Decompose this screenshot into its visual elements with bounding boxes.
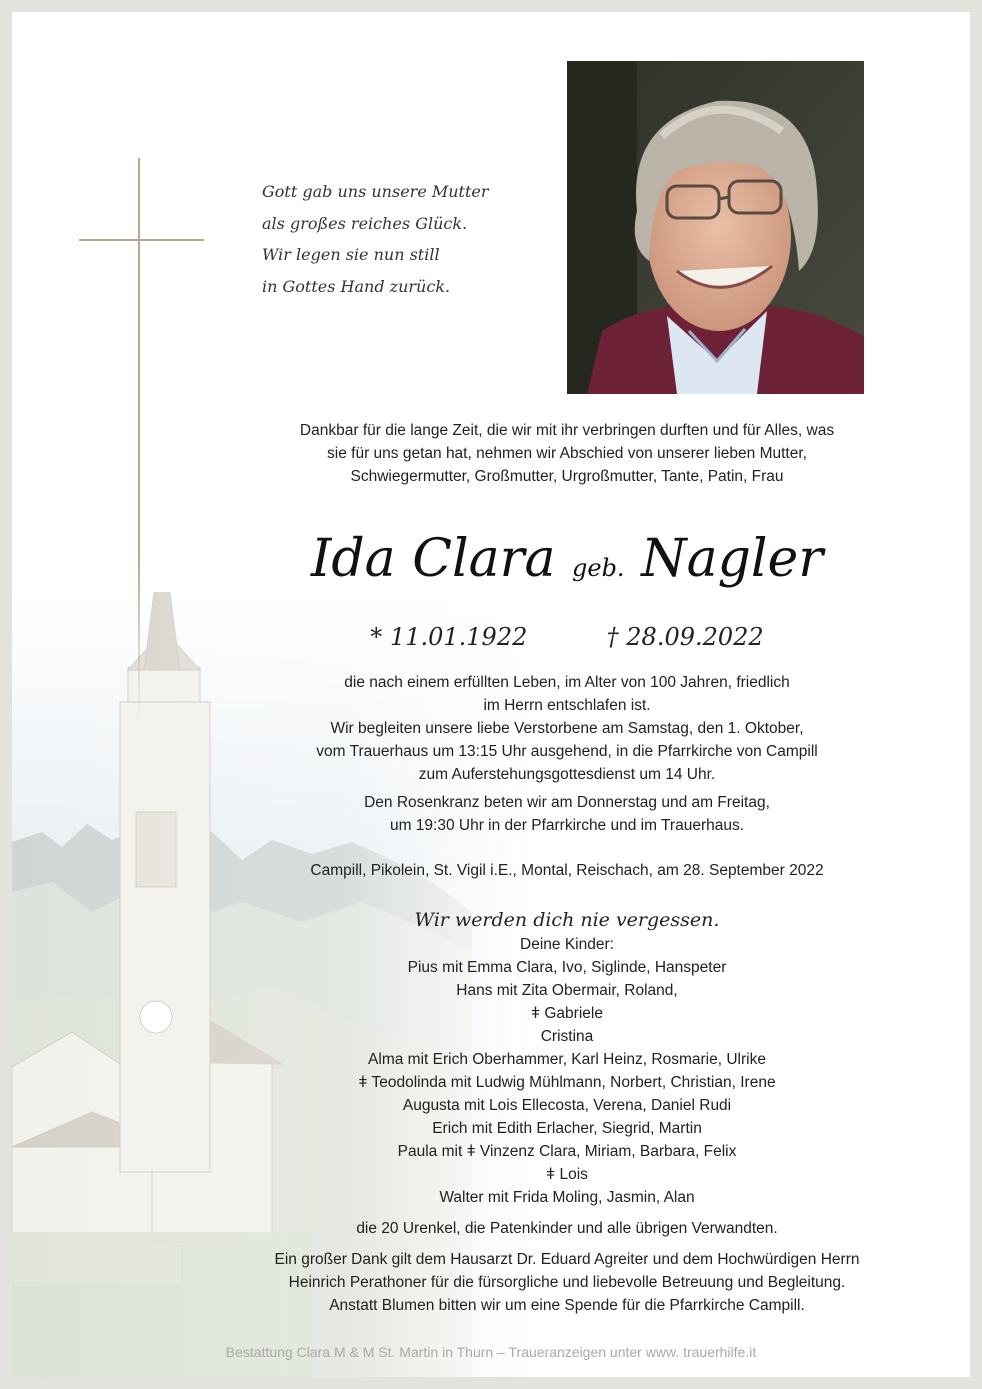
list-item: Paula mit ǂ Vinzenz Clara, Miriam, Barbara, Felix <box>397 1143 737 1160</box>
intro-line: Dankbar für die lange Zeit, die wir mit ihr verbringen durften und für Alles, was <box>299 422 835 439</box>
text-line: Ein großer Dank gilt dem Hausarzt Dr. Eduard Agreiter und dem Hochwürdigen Herrn <box>274 1251 860 1268</box>
text-line: vom Trauerhaus um 13:15 Uhr ausgehend, in die Pfarrkirche von Campill <box>316 743 818 760</box>
verse-line: Gott gab uns unsere Mutter <box>262 182 489 201</box>
obituary-page <box>12 12 970 1377</box>
intro-line: Schwiegermutter, Großmutter, Urgroßmutter, Tante, Patin, Frau <box>350 468 784 485</box>
text-line: zum Auferstehungsgottesdienst um 14 Uhr. <box>418 766 716 783</box>
family-list <box>237 933 897 1209</box>
life-dates <box>237 620 897 654</box>
list-item: Alma mit Erich Oberhammer, Karl Heinz, Rosmarie, Ulrike <box>368 1051 766 1068</box>
family-name: Nagler <box>641 529 824 589</box>
cross-vertical-line <box>138 158 140 724</box>
place-date <box>237 859 897 882</box>
text-line: Wir begleiten unsere liebe Verstorbene am Samstag, den 1. Oktober, <box>330 720 804 737</box>
text-line: die nach einem erfüllten Leben, im Alter von 100 Jahren, friedlich <box>344 674 790 691</box>
birth-symbol: * <box>370 623 383 651</box>
remember-line: Wir werden dich nie vergessen. <box>414 909 720 931</box>
cross-horizontal-line <box>79 239 204 241</box>
verse-line: als großes reiches Glück. <box>262 213 468 233</box>
list-item: Erich mit Edith Erlacher, Siegrid, Martin <box>432 1120 702 1137</box>
list-item: ǂ Gabriele <box>531 1005 603 1022</box>
verse <box>262 176 552 302</box>
birth-name-prefix: geb. <box>572 554 625 582</box>
verse-line: in Gottes Hand zurück. <box>262 276 451 296</box>
thanks-text <box>237 1248 897 1317</box>
list-item: Hans mit Zita Obermair, Roland, <box>456 982 678 999</box>
given-name: Ida Clara <box>310 529 556 589</box>
intro-text <box>237 419 897 488</box>
deceased-name <box>237 524 897 603</box>
list-item: Pius mit Emma Clara, Ivo, Siglinde, Hanspeter <box>407 959 727 976</box>
place-date-line: Campill, Pikolein, St. Vigil i.E., Montal, Reischach, am 28. September 2022 <box>310 862 824 879</box>
birth-date: 11.01.1922 <box>389 623 528 651</box>
intro-line: sie für uns getan hat, nehmen wir Abschied von unserer lieben Mutter, <box>327 445 807 462</box>
rosary-details <box>237 791 897 837</box>
list-item: ǂ Lois <box>546 1166 588 1183</box>
funeral-details <box>237 671 897 786</box>
relatives-line <box>237 1217 897 1240</box>
list-item: Augusta mit Lois Ellecosta, Verena, Daniel Rudi <box>402 1097 732 1114</box>
footer-credit: Bestattung Clara M & M St. Martin in Thurn – Traueranzeigen unter www. trauerhilfe.it <box>225 1344 757 1360</box>
portrait-photo <box>567 61 864 394</box>
death-symbol: † <box>606 623 619 651</box>
list-item: Walter mit Frida Moling, Jasmin, Alan <box>439 1189 695 1206</box>
text-line: die 20 Urenkel, die Patenkinder und alle übrigen Verwandten. <box>356 1220 778 1237</box>
list-item: Deine Kinder: <box>520 936 614 953</box>
text-line: Heinrich Perathoner für die fürsorgliche und liebevolle Betreuung und Begleitung. <box>288 1274 846 1291</box>
text-line: Den Rosenkranz beten wir am Donnerstag und am Freitag, <box>364 794 770 811</box>
text-line: um 19:30 Uhr in der Pfarrkirche und im Trauerhaus. <box>389 817 745 834</box>
text-line: im Herrn entschlafen ist. <box>483 697 651 714</box>
list-item: Cristina <box>540 1028 594 1045</box>
list-item: ǂ Teodolinda mit Ludwig Mühlmann, Norbert, Christian, Irene <box>358 1074 776 1091</box>
death-date: 28.09.2022 <box>626 623 764 651</box>
text-line: Anstatt Blumen bitten wir um eine Spende für die Pfarrkirche Campill. <box>329 1297 805 1314</box>
verse-line: Wir legen sie nun still <box>262 245 440 264</box>
